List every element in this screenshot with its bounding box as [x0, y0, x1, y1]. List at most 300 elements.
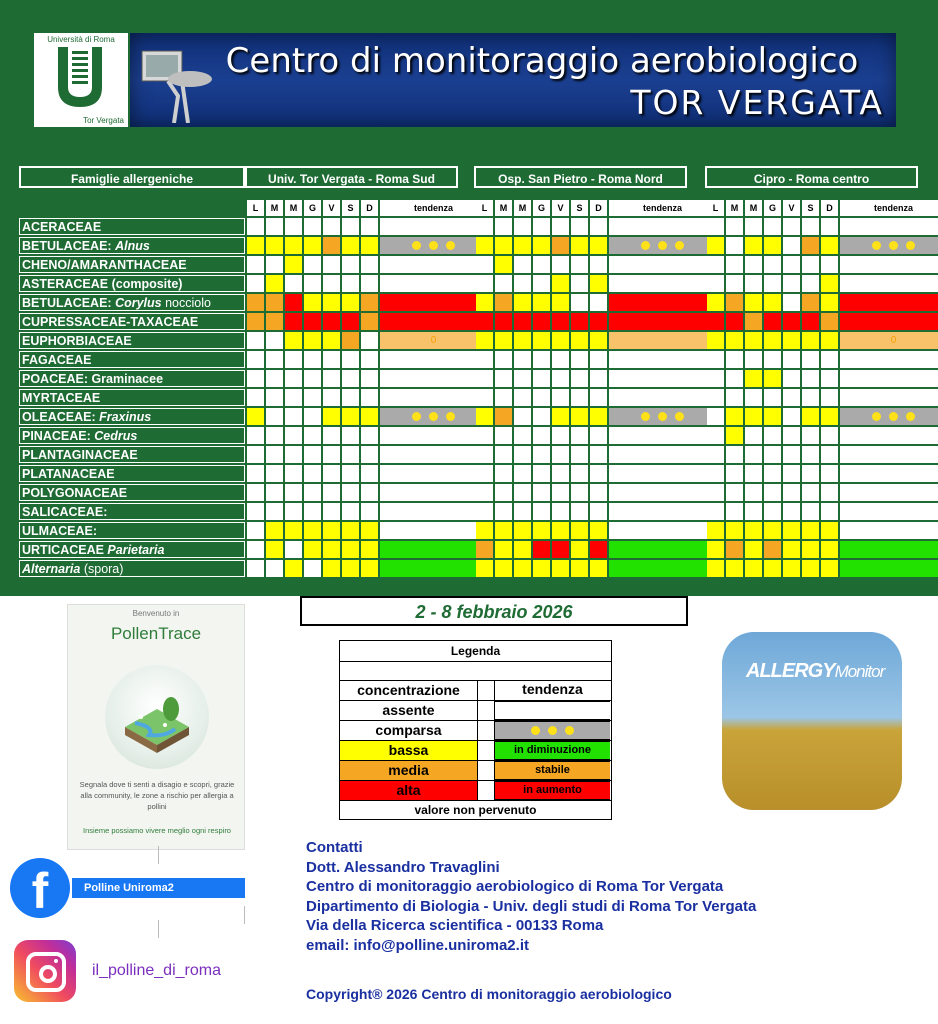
level-cell: [571, 560, 588, 577]
table-row: [247, 313, 489, 332]
level-cell: [266, 541, 283, 558]
level-cell: [745, 503, 762, 520]
level-cell: [514, 427, 531, 444]
level-cell: [783, 351, 800, 368]
level-cell: [514, 275, 531, 292]
trend-cell: [840, 351, 938, 368]
level-cell: [514, 408, 531, 425]
level-cell: [726, 427, 743, 444]
level-cell: [764, 275, 781, 292]
table-row: [476, 541, 718, 560]
level-cell: [247, 294, 264, 311]
table-row: [707, 294, 938, 313]
level-cell: [285, 332, 302, 349]
date-range: 2 - 8 febbraio 2026: [300, 596, 688, 626]
day-header: G: [304, 200, 321, 216]
level-cell: [342, 484, 359, 501]
trend-cell: [380, 522, 487, 539]
level-cell: [821, 522, 838, 539]
level-cell: [266, 275, 283, 292]
level-cell: [514, 389, 531, 406]
level-cell: [745, 389, 762, 406]
level-cell: [285, 389, 302, 406]
trend-cell: [380, 484, 487, 501]
level-cell: [802, 294, 819, 311]
contact-line[interactable]: email: info@polline.uniroma2.it: [306, 936, 529, 954]
trend-header: tendenza: [609, 200, 716, 216]
level-cell: [707, 237, 724, 254]
level-cell: [533, 541, 550, 558]
level-cell: [476, 218, 493, 235]
level-cell: [802, 503, 819, 520]
level-cell: [285, 294, 302, 311]
level-cell: [495, 503, 512, 520]
level-cell: [764, 465, 781, 482]
level-cell: [707, 541, 724, 558]
level-cell: [361, 275, 378, 292]
level-cell: [552, 256, 569, 273]
level-cell: [745, 256, 762, 273]
level-cell: [802, 332, 819, 349]
level-cell: [533, 503, 550, 520]
level-cell: [821, 427, 838, 444]
table-row: [707, 370, 938, 389]
table-row: [476, 522, 718, 541]
level-cell: [342, 294, 359, 311]
level-cell: [533, 484, 550, 501]
level-cell: [285, 256, 302, 273]
level-cell: [552, 427, 569, 444]
level-cell: [783, 560, 800, 577]
header-banner: [130, 33, 896, 127]
trend-cell: [840, 389, 938, 406]
contact-line: Dott. Alessandro Travaglini: [306, 858, 500, 876]
appearance-dots-icon: [408, 408, 459, 425]
trend-cell: [380, 351, 487, 368]
table-row: [707, 332, 938, 351]
level-cell: [304, 408, 321, 425]
trend-cell: [609, 370, 716, 387]
day-header: G: [764, 200, 781, 216]
level-cell: [361, 541, 378, 558]
level-cell: [783, 503, 800, 520]
level-cell: [476, 465, 493, 482]
table-row: [476, 465, 718, 484]
trend-cell: [609, 522, 716, 539]
level-cell: [304, 427, 321, 444]
day-header: L: [707, 200, 724, 216]
level-cell: [590, 237, 607, 254]
level-cell: [783, 370, 800, 387]
family-name: FAGACEAE: [19, 351, 245, 368]
trend-cell: [840, 560, 938, 577]
level-cell: [783, 294, 800, 311]
instagram-icon[interactable]: [14, 940, 76, 1002]
level-cell: [552, 484, 569, 501]
family-name: ASTERACEAE (composite): [19, 275, 245, 292]
level-cell: [707, 465, 724, 482]
trend-cell: [609, 541, 716, 558]
trend-cell: [380, 218, 487, 235]
level-cell: [707, 370, 724, 387]
trend-cell: [609, 446, 716, 463]
level-cell: [285, 313, 302, 330]
table-row: [247, 427, 489, 446]
table-row: [476, 484, 718, 503]
family-name: OLEACEAE: Fraxinus: [19, 408, 245, 425]
pollentrace-title: PollenTrace: [110, 624, 202, 643]
level-cell: [476, 522, 493, 539]
level-cell: [247, 560, 264, 577]
level-cell: [323, 427, 340, 444]
level-cell: [342, 446, 359, 463]
level-cell: [304, 541, 321, 558]
trend-cell: [380, 541, 487, 558]
table-row: [707, 484, 938, 503]
level-cell: [783, 332, 800, 349]
level-cell: [802, 484, 819, 501]
level-cell: [707, 332, 724, 349]
level-cell: [783, 522, 800, 539]
level-cell: [247, 351, 264, 368]
level-cell: [361, 370, 378, 387]
trend-cell: [380, 313, 487, 330]
table-row: [476, 427, 718, 446]
level-cell: [266, 332, 283, 349]
trend-cell: [840, 313, 938, 330]
level-cell: [533, 313, 550, 330]
level-cell: [533, 408, 550, 425]
level-cell: [323, 256, 340, 273]
level-cell: [707, 484, 724, 501]
level-cell: [323, 237, 340, 254]
level-cell: [552, 503, 569, 520]
level-cell: [247, 389, 264, 406]
contact-line: Dipartimento di Biologia - Univ. degli studi di Roma Tor Vergata: [306, 897, 757, 915]
level-cell: [495, 541, 512, 558]
level-cell: [764, 389, 781, 406]
level-cell: [266, 408, 283, 425]
trend-cell: [609, 503, 716, 520]
level-cell: [726, 237, 743, 254]
level-cell: [802, 351, 819, 368]
level-cell: [323, 275, 340, 292]
level-cell: [476, 237, 493, 254]
level-cell: [821, 294, 838, 311]
page-subtitle: TOR VERGATA: [630, 83, 884, 122]
station-grid-nord: [476, 200, 718, 579]
level-cell: [745, 465, 762, 482]
level-cell: [821, 332, 838, 349]
level-cell: [304, 294, 321, 311]
level-cell: [590, 465, 607, 482]
table-row: [476, 408, 718, 427]
family-name: EUPHORBIACEAE: [19, 332, 245, 349]
level-cell: [726, 484, 743, 501]
level-cell: [342, 370, 359, 387]
instagram-link[interactable]: il_polline_di_roma: [92, 962, 221, 979]
table-row: [707, 541, 938, 560]
level-cell: [342, 465, 359, 482]
level-cell: [533, 256, 550, 273]
pollentrace-highlight: Insieme possiamo vivere meglio ogni respiro: [83, 826, 231, 835]
level-cell: [726, 503, 743, 520]
family-name: MYRTACEAE: [19, 389, 245, 406]
level-cell: [783, 256, 800, 273]
level-cell: [361, 408, 378, 425]
contact-line: Centro di monitoraggio aerobiologico di Roma Tor Vergata: [306, 878, 724, 895]
level-cell: [802, 275, 819, 292]
level-cell: [285, 484, 302, 501]
level-cell: [533, 465, 550, 482]
level-cell: [726, 351, 743, 368]
level-cell: [285, 408, 302, 425]
level-cell: [726, 541, 743, 558]
pollentrace-card[interactable]: [67, 604, 245, 850]
level-cell: [514, 560, 531, 577]
trend-cell: [840, 218, 938, 235]
level-cell: [821, 237, 838, 254]
level-cell: [285, 427, 302, 444]
level-cell: [342, 275, 359, 292]
level-cell: [247, 370, 264, 387]
level-cell: [266, 294, 283, 311]
level-cell: [323, 294, 340, 311]
trend-cell: [840, 522, 938, 539]
table-row: [247, 408, 489, 427]
table-row: [476, 218, 718, 237]
level-cell: [323, 408, 340, 425]
table-row: [476, 237, 718, 256]
level-cell: [590, 522, 607, 539]
copyright: Copyright® 2026 Centro di monitoraggio aerobiologico: [306, 986, 672, 1002]
level-cell: [285, 522, 302, 539]
level-cell: [802, 389, 819, 406]
family-name: CUPRESSACEAE-TAXACEAE: [19, 313, 245, 330]
level-cell: [266, 427, 283, 444]
level-cell: [495, 427, 512, 444]
level-cell: [495, 522, 512, 539]
level-cell: [247, 408, 264, 425]
table-row: [707, 408, 938, 427]
level-cell: [342, 351, 359, 368]
trend-cell: [609, 256, 716, 273]
level-cell: [802, 560, 819, 577]
level-cell: [745, 427, 762, 444]
level-cell: [745, 237, 762, 254]
level-cell: [495, 218, 512, 235]
table-row: [247, 484, 489, 503]
table-row: [476, 256, 718, 275]
level-cell: [304, 484, 321, 501]
level-cell: [323, 218, 340, 235]
legend-level: bassa: [340, 741, 478, 760]
family-list: [19, 200, 245, 579]
level-cell: [495, 256, 512, 273]
university-logo: [34, 33, 128, 127]
trend-cell: [840, 370, 938, 387]
level-cell: [590, 218, 607, 235]
trend-cell: [840, 408, 938, 425]
level-cell: [571, 351, 588, 368]
level-cell: [590, 484, 607, 501]
level-cell: [783, 427, 800, 444]
level-cell: [571, 294, 588, 311]
table-row: [247, 465, 489, 484]
allergy-monitor-app-icon[interactable]: [722, 632, 902, 810]
family-name: PINACEAE: Cedrus: [19, 427, 245, 444]
level-cell: [707, 560, 724, 577]
legend-appearance-dots-icon: [494, 721, 610, 740]
level-cell: [476, 389, 493, 406]
level-cell: [726, 332, 743, 349]
level-cell: [361, 484, 378, 501]
trend-cell: [840, 256, 938, 273]
level-cell: [323, 446, 340, 463]
level-cell: [342, 389, 359, 406]
trend-cell: [609, 427, 716, 444]
trend-header: tendenza: [380, 200, 487, 216]
level-cell: [571, 275, 588, 292]
level-cell: [533, 389, 550, 406]
level-cell: [514, 370, 531, 387]
level-cell: [533, 294, 550, 311]
trend-cell: 0: [380, 332, 487, 349]
level-cell: [745, 370, 762, 387]
level-cell: [323, 522, 340, 539]
level-cell: [361, 313, 378, 330]
facebook-icon[interactable]: f: [10, 858, 70, 918]
facebook-link[interactable]: Polline Uniroma2: [72, 878, 245, 898]
level-cell: [304, 351, 321, 368]
level-cell: [783, 446, 800, 463]
level-cell: [764, 294, 781, 311]
level-cell: [802, 256, 819, 273]
level-cell: [552, 541, 569, 558]
level-cell: [514, 332, 531, 349]
level-cell: [495, 275, 512, 292]
level-cell: [783, 218, 800, 235]
level-cell: [783, 541, 800, 558]
level-cell: [342, 332, 359, 349]
level-cell: [745, 522, 762, 539]
day-header: M: [726, 200, 743, 216]
level-cell: [764, 427, 781, 444]
level-cell: [361, 218, 378, 235]
level-cell: [495, 370, 512, 387]
level-cell: [342, 256, 359, 273]
level-cell: [476, 484, 493, 501]
level-cell: [802, 408, 819, 425]
logo-tor-vergata-text: Tor Vergata: [83, 116, 124, 125]
legend-level: comparsa: [340, 721, 478, 740]
day-header: D: [361, 200, 378, 216]
level-cell: [783, 389, 800, 406]
level-cell: [590, 351, 607, 368]
level-cell: [821, 484, 838, 501]
level-cell: [726, 408, 743, 425]
allergy-monitor-logo: ALLERGYMonitor: [746, 660, 885, 682]
level-cell: [552, 370, 569, 387]
family-name: BETULACEAE: Alnus: [19, 237, 245, 254]
level-cell: [571, 313, 588, 330]
appearance-dots-icon: [868, 408, 919, 425]
station-grid-sud: [247, 200, 489, 579]
table-row: [476, 370, 718, 389]
level-cell: [361, 332, 378, 349]
level-cell: [514, 294, 531, 311]
level-cell: [514, 522, 531, 539]
level-cell: [247, 237, 264, 254]
table-row: [476, 560, 718, 579]
level-cell: [552, 218, 569, 235]
level-cell: [590, 275, 607, 292]
level-cell: [514, 218, 531, 235]
level-cell: [476, 541, 493, 558]
family-name: ULMACEAE:: [19, 522, 245, 539]
level-cell: [514, 465, 531, 482]
level-cell: [571, 541, 588, 558]
trend-cell: [609, 408, 716, 425]
level-cell: [533, 237, 550, 254]
level-cell: [726, 256, 743, 273]
trend-cell: [609, 560, 716, 577]
level-cell: [285, 275, 302, 292]
level-cell: [764, 313, 781, 330]
level-cell: [802, 427, 819, 444]
table-row: [476, 294, 718, 313]
level-cell: [342, 218, 359, 235]
level-cell: [342, 237, 359, 254]
table-row: [247, 446, 489, 465]
table-row: [247, 351, 489, 370]
level-cell: [323, 465, 340, 482]
level-cell: [495, 560, 512, 577]
level-cell: [533, 370, 550, 387]
trend-cell: [840, 541, 938, 558]
level-cell: [533, 351, 550, 368]
level-cell: [247, 541, 264, 558]
trend-cell: [380, 389, 487, 406]
level-cell: [802, 370, 819, 387]
level-cell: [495, 484, 512, 501]
level-cell: [821, 370, 838, 387]
level-cell: [342, 541, 359, 558]
level-cell: [745, 560, 762, 577]
trend-cell: [609, 237, 716, 254]
level-cell: [247, 427, 264, 444]
level-cell: [590, 503, 607, 520]
level-cell: [783, 408, 800, 425]
table-row: [707, 446, 938, 465]
level-cell: [764, 256, 781, 273]
level-cell: [342, 522, 359, 539]
level-cell: [285, 351, 302, 368]
level-cell: [821, 446, 838, 463]
family-name: ACERACEAE: [19, 218, 245, 235]
level-cell: [726, 522, 743, 539]
trend-cell: [609, 351, 716, 368]
trend-cell: [380, 275, 487, 292]
level-cell: [745, 218, 762, 235]
level-cell: [745, 408, 762, 425]
table-row: [247, 332, 489, 351]
level-cell: [495, 313, 512, 330]
level-cell: [590, 446, 607, 463]
station-header-sud: Univ. Tor Vergata - Roma Sud: [245, 166, 458, 188]
trend-cell: [840, 427, 938, 444]
day-header: S: [342, 200, 359, 216]
